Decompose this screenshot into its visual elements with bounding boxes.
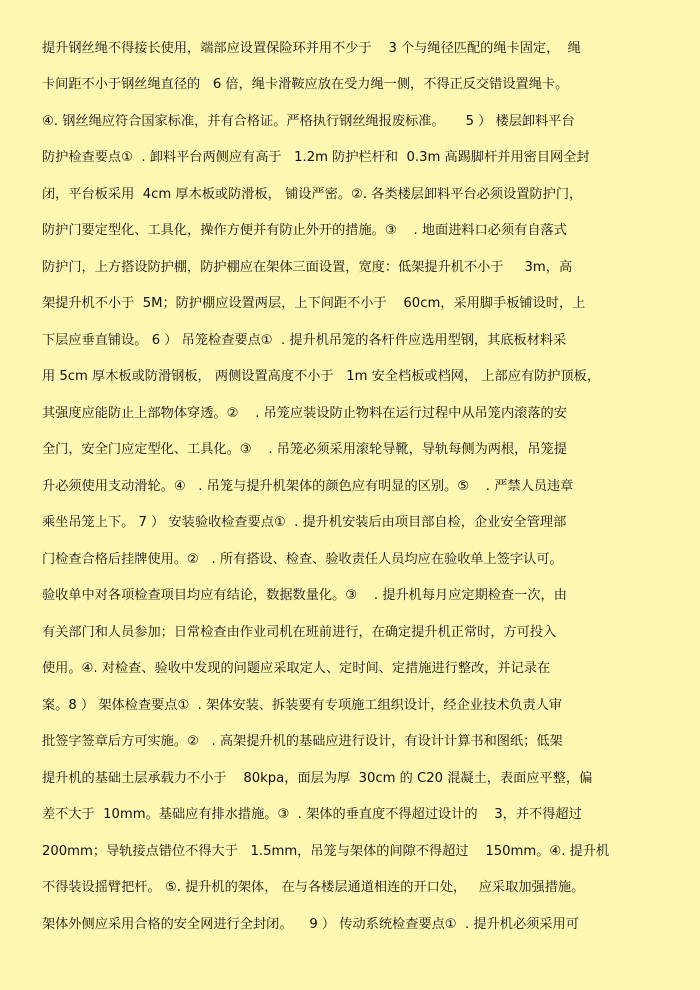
text-line: 门检查合格后挂牌使用。② . 所有搭设、检查、验收责任人员均应在验收单上签字认可。 <box>42 552 563 567</box>
text-line: 卡间距不小于钢丝绳直径的 6 倍，绳卡滑鞍应放在受力绳一侧，不得正反交错设置绳卡。 <box>42 77 569 92</box>
text-line: 批签字签章后方可实施。② . 高架提升机的基础应进行设计，有设计计算书和图纸；低架 <box>42 734 563 749</box>
text-line: 防护门，上方搭设防护棚，防护棚应在架体三面设置，宽度：低架提升机不小于 3m，高 <box>42 260 573 275</box>
text-line: 200mm；导轨接点错位不得大于 1.5mm，吊笼与架体的间隙不得超过 150mm。④. 提升机 <box>42 844 610 859</box>
text-line: 升必须使用支动滑轮。④ . 吊笼与提升机架体的颜色应有明显的区别。⑤ . 严禁人员违章 <box>42 479 574 494</box>
text-line: 不得装设摇臂把杆。 ⑤. 提升机的架体， 在与各楼层通道相连的开口处， 应采取加强措施。 <box>42 880 585 895</box>
text-line: 使用。④. 对检查、验收中发现的问题应采取定人、定时间、定措施进行整改，并记录在 <box>42 661 551 676</box>
text-line: 提升钢丝绳不得接长使用，端部应设置保险环并用不少于 3 个与绳径匹配的绳卡固定， 绳 <box>42 41 581 56</box>
text-line: 架提升机不小于 5M；防护棚应设置两层，上下间距不小于 60cm，采用脚手板铺设时，上 <box>42 296 586 311</box>
text-line: 用 5cm 厚木板或防滑钢板， 两侧设置高度不小于 1m 安全档板或档网， 上部应有防护顶板， <box>42 369 601 384</box>
text-line: 防护检查要点① . 卸料平台两侧应有高于 1.2m 防护栏杆和 0.3m 高踢脚杆并用密目网全封 <box>42 150 590 165</box>
text-line: 差不大于 10mm。基础应有排水措施。③ . 架体的垂直度不得超过设计的 3，并不得超过 <box>42 807 582 822</box>
text-line: 提升机的基础土层承载力不小于 80kpa，面层为厚 30cm 的 C20 混凝土，表面应平整，偏 <box>42 771 593 786</box>
text-line: 下层应垂直铺设。 6 ） 吊笼检查要点① . 提升机吊笼的各杆件应选用型钢，其底板材料采 <box>42 333 567 348</box>
text-line: 架体外侧应采用合格的安全网进行全封闭。 9 ） 传动系统检查要点① . 提升机必须采用可 <box>42 917 579 932</box>
text-line: 有关部门和人员参加；日常检查由作业司机在班前进行，在确定提升机正常时，方可投入 <box>42 625 557 640</box>
text-line: 其强度应能防止上部物体穿透。② . 吊笼应装设防止物料在运行过程中从吊笼内滚落的安 <box>42 406 567 421</box>
text-line: 案。8 ） 架体检查要点① . 架体安装、拆装要有专项施工组织设计，经企业技术负责人审 <box>42 698 563 713</box>
text-line: 验收单中对各项检查项目均应有结论，数据数量化。③ . 提升机每月应定期检查一次，由 <box>42 588 567 603</box>
text-line: 乘坐吊笼上下。 7 ） 安装验收检查要点① . 提升机安装后由项目部自检，企业安全管理部 <box>42 515 567 530</box>
text-line: ④. 钢丝绳应符合国家标准，并有合格证。严格执行钢丝绳报废标准。 5 ） 楼层卸料平台 <box>42 114 575 129</box>
text-line: 防护门要定型化、工具化，操作方便并有防止外开的措施。③ . 地面进料口必须有自落式 <box>42 223 567 238</box>
text-line: 闭，平台板采用 4cm 厚木板或防滑板， 铺设严密。②. 各类楼层卸料平台必须设置防护门， <box>42 187 583 202</box>
text-line: 全门，安全门应定型化、工具化。③ . 吊笼必须采用滚轮导靴，导轨每侧为两根，吊笼提 <box>42 442 567 457</box>
